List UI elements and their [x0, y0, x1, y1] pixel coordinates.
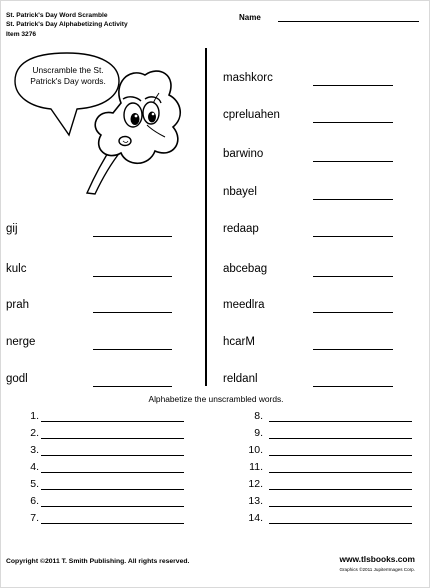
line-number: 12.	[248, 478, 263, 490]
answer-blank[interactable]	[313, 276, 393, 277]
scrambled-word: mashkorc	[223, 72, 273, 84]
alphabetized-answer-line[interactable]	[41, 421, 184, 422]
scrambled-word: prah	[6, 299, 30, 311]
scrambled-word: redaap	[223, 223, 259, 235]
answer-blank[interactable]	[313, 199, 393, 200]
scrambled-word: cpreluahen	[223, 109, 280, 121]
scrambled-word: reldanl	[223, 373, 258, 385]
speech-bubble-text: Unscramble the St. Patrick's Day words.	[30, 65, 106, 86]
alphabetized-answer-line[interactable]	[41, 472, 184, 473]
name-line	[278, 21, 419, 22]
line-number: 4.	[30, 461, 39, 473]
line-number: 9.	[254, 427, 263, 439]
answer-blank[interactable]	[93, 349, 172, 350]
line-number: 10.	[248, 444, 263, 456]
line-number: 1.	[30, 410, 39, 422]
answer-blank[interactable]	[313, 161, 393, 162]
header-subtitle: St. Patrick's Day Alphabetizing Activity	[6, 21, 128, 29]
answer-blank[interactable]	[93, 312, 172, 313]
mascot-mouth	[119, 137, 131, 146]
alphabetized-answer-line[interactable]	[269, 506, 412, 507]
answer-blank[interactable]	[93, 386, 172, 387]
line-number: 11.	[249, 461, 263, 473]
answer-blank[interactable]	[313, 122, 393, 123]
header-title: St. Patrick's Day Word Scramble	[6, 12, 108, 19]
alphabetized-answer-line[interactable]	[269, 438, 412, 439]
alphabetize-instructions: Alphabetize the unscrambled words.	[148, 394, 284, 404]
answer-blank[interactable]	[313, 349, 393, 350]
alphabetized-answer-line[interactable]	[269, 489, 412, 490]
scrambled-word: barwino	[223, 148, 264, 160]
name-label: Name	[239, 13, 261, 22]
line-number: 2.	[30, 427, 39, 439]
scrambled-word: gij	[6, 223, 18, 235]
line-number: 14.	[248, 512, 263, 524]
footer-website-link[interactable]: www.tlsbooks.com	[339, 554, 415, 564]
alphabetized-answer-line[interactable]	[41, 438, 184, 439]
answer-blank[interactable]	[313, 386, 393, 387]
alphabetized-answer-line[interactable]	[269, 455, 412, 456]
line-number: 13.	[248, 495, 263, 507]
alphabetized-answer-line[interactable]	[41, 506, 184, 507]
scrambled-word: godl	[6, 373, 28, 385]
scrambled-word: kulc	[6, 263, 27, 275]
answer-blank[interactable]	[93, 236, 172, 237]
scrambled-word: abcebag	[223, 263, 268, 275]
line-number: 5.	[30, 478, 39, 490]
answer-blank[interactable]	[313, 312, 393, 313]
line-number: 8.	[254, 410, 263, 422]
scrambled-word: nerge	[6, 336, 36, 348]
scrambled-word: hcarM	[223, 336, 255, 348]
column-divider	[205, 48, 207, 386]
footer-graphics-credit: Graphics ©2011 JupiterImages Corp.	[339, 567, 415, 572]
line-number: 3.	[30, 444, 39, 456]
alphabetized-answer-line[interactable]	[269, 472, 412, 473]
worksheet-header	[6, 11, 128, 39]
scrambled-word: meedlra	[223, 299, 265, 311]
alphabetized-answer-line[interactable]	[269, 523, 412, 524]
answer-blank[interactable]	[313, 236, 393, 237]
line-number: 7.	[30, 512, 39, 524]
alphabetized-answer-line[interactable]	[41, 489, 184, 490]
header-item-number: Item 3276	[6, 30, 37, 38]
answer-blank[interactable]	[313, 85, 393, 86]
footer-copyright: Copyright ©2011 T. Smith Publishing. All rights reserved.	[6, 558, 190, 565]
line-number: 6.	[30, 495, 39, 507]
alphabetized-answer-line[interactable]	[41, 523, 184, 524]
alphabetized-answer-line[interactable]	[41, 455, 184, 456]
alphabetized-answer-line[interactable]	[269, 421, 412, 422]
scrambled-word: nbayel	[223, 186, 257, 198]
answer-blank[interactable]	[93, 276, 172, 277]
